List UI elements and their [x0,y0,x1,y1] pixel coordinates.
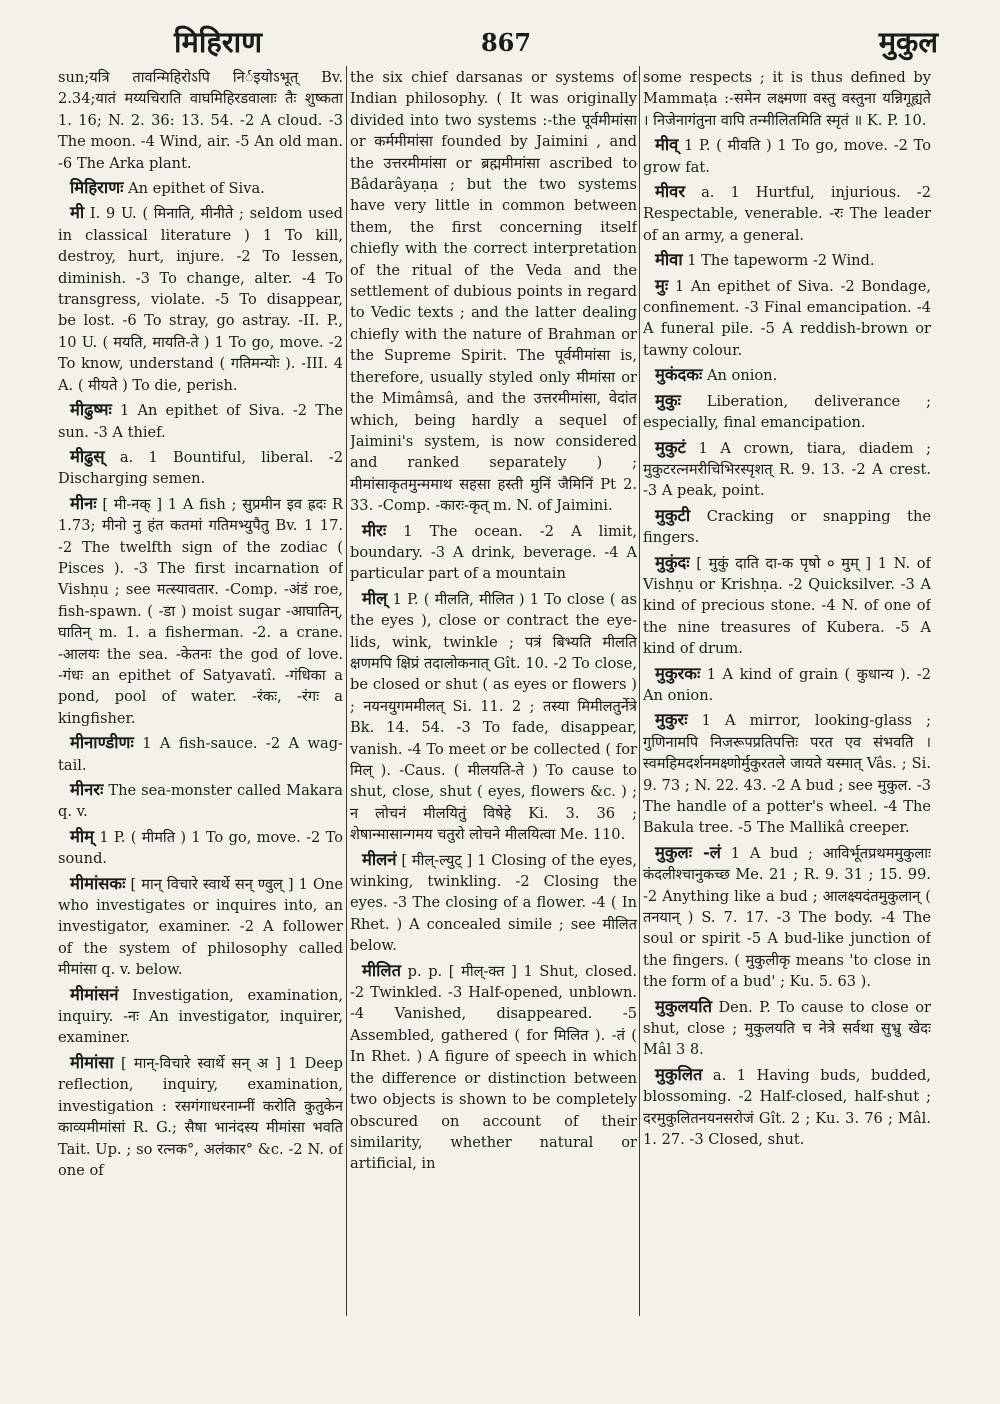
entry-definition: a. 1 Hurtful, injurious. -2 Respectable, venerable. -रः The leader of an army, a general. [643,184,931,244]
dictionary-entry [58,779,343,823]
entry-definition: 1 A fish-sauce. -2 A wag-tail. [58,735,343,774]
dictionary-entry [58,1052,343,1181]
dictionary-entry [643,709,931,838]
column-rule-1 [346,66,347,1316]
entry-definition: the six chief darsanas or systems of Indian philosophy. ( It was originally divided into two systems :-the पूर्वमीमांसा or कर्ममीमांसा founded by Jaimini , and the उत्तरमीमांसा or ब्रह्ममीमांसा ascribed to Bâdarâyaṇa ; but the two systems have very little in common between them, the first concerning itself chiefly with the correct interpretation of the ritual of the Veda and the settlement of dubious points in regard to Vedic texts ; and the latter dealing chiefly with the nature of Brahman or the Supreme Spirit. The पूर्वमीमांसा is, therefore, usually styled only मीमांसा or the Mimâmsâ, and the उत्तरमीमांसा, वेदांत which, being hardly a sequel of Jaimini's system, is now considered and ranked separately ) ; मीमांसाकृतमुन्ममाथ सहसा हस्ती मुनिं जैमिनिं Pt 2. 33. -Comp. -कारः-कृत् m. N. of Jaimini. [350,69,637,515]
entry-definition: Cracking or snapping the fingers. [643,507,931,547]
entry-definition: 1 The tapeworm -2 Wind. [682,252,875,270]
dictionary-entry [350,588,637,846]
entry-definition: 1 P. ( मीमति ) 1 To go, move. -2 To sound. [58,828,343,868]
entry-definition: [ मान् विचारे स्वार्थे सन् ण्वुल् ] 1 One who investigates or inquires into, an investigator, examiner. -2 A follower of the system of philosophy called मीमांसा q. v. below. [58,875,343,979]
dictionary-entry [58,873,343,981]
entry-definition: [ मुकुं दाति दा-क पृषो ० मुम् ] 1 N. of Vishṇu or Krishṇa. -2 Quicksilver. -3 A kind of precious stone. -4 N. of one of the nine treasures of Kubera. -5 A kind of drum. [643,554,931,658]
column-rule-2 [639,66,640,1316]
dictionary-entry [350,66,637,517]
entry-headword: मीमांसनं [70,984,119,1004]
column-3 [643,66,931,1316]
entry-headword: मीरः [362,520,387,540]
dictionary-entry [58,732,343,776]
entry-definition: 1 A bud ; आविर्भूतप्रथममुकुलाः कंदलीश्चानुकच्छ Me. 21 ; R. 9. 31 ; 15. 99. -2 Anything like a bud ; आलक्ष्यदंतमुकुलान् ( तनयान् ) S. 7. 17. -3 The body. -4 The soul or spirit -5 A bud-like junction of the fingers. ( मुकुलीकृ means 'to close in the form of a bud' ; Ku. 5. 63 ). [643,844,931,991]
entry-headword: मीढुस् [70,446,105,466]
entry-definition: a. 1 Bountiful, liberal. -2 Discharging semen. [58,448,343,488]
entry-headword: मुः [655,275,669,295]
entry-definition: [ मी-नक् ] 1 A fish ; सुप्रमीन इव ह्रदः R 1.73; मीनो नु हंत कतमां गतिमभ्युपैतु Bv. 1 17. -2 The twelfth sign of the zodiac ( Pisces ). -3 The first incarnation of Vishṇu ; see मत्स्यावतार. -Comp. -अंडं roe, fish-spawn. ( -डा ) moist sugar -आघातिन्, घातिन् m. 1. a fisherman. -2. a crane. -आलयः the sea. -केतनः the god of love. -गंधः an epithet of Satyavatî. -गंधिका a pond, pool of water. -रंकः, -रंगः a kingfisher. [58,495,343,727]
dictionary-entry [643,134,931,178]
entry-definition: p. p. [ मील्-क्त ] 1 Shut, closed. -2 Twinkled. -3 Half-opened, unblown. -4 Vanished, disappeared. -5 Assembled, gathered ( for मिलित ). -तं ( In Rhet. ) A figure of speech in which the difference or distinction between two objects is shown to be completely obscured on account of their similarity, whether natural or artificial, in [350,962,637,1173]
entry-headword: मीवा [655,250,683,270]
entry-definition: [ मान्-विचारे स्वार्थे सन् अ ] 1 Deep reflection, inquiry, examination, investigation : रसगंगाधरनाम्नीं करोति कुतुकेन काव्यमीमांसां R. G.; सैषा भानंदस्य मीमांसा भवति Tait. Up. ; so रत्नक°, अलंकार° &c. -2 N. of one of [58,1054,343,1179]
entry-headword: मुकुलयति [655,996,712,1016]
entry-definition: The sea-monster called Makara q. v. [58,782,343,821]
entry-definition: An onion. [702,367,778,385]
entry-definition: 1 P. ( मीवति ) 1 To go, move. -2 To grow fat. [643,137,931,176]
entry-definition: 1 The ocean. -2 A limit, boundary. -3 A drink, beverage. -4 A particular part of a mountain [350,522,637,583]
entry-headword: मुकुरकः [655,663,701,683]
page-number: 867 [480,28,532,57]
entry-definition: [ मील्-ल्युट् ] 1 Closing of the eyes, winking, twinkling. -2 Closing the eyes. -3 The closing of a flower. -4 ( In Rhet. ) A concealed simile ; see मीलित below. [350,851,637,955]
dictionary-entry [643,181,931,246]
entry-definition: I. 9 U. ( मिनाति, मीनीते ; seldom used in classical literature ) 1 To kill, destroy, hurt, injure. -2 To lessen, diminish. -3 To change, alter. -4 To transgress, violate. -5 To disappear, be lost. -6 To stray, go astray. -II. P., 10 U. ( मयति, मायति-ते ) 1 To go, move. -2 To know, understand ( गतिमन्योः ). -III. 4 A. ( मीयते ) To die, perish. [58,205,343,394]
entry-headword: मीव् [655,135,679,155]
dictionary-entry [643,66,931,131]
dictionary-entry [643,364,931,386]
entry-headword: मुकुलः -लं [655,842,721,862]
entry-headword: मुकुरः [655,710,688,730]
dictionary-entry [58,984,343,1049]
entry-headword: मीनरः [70,780,104,799]
entry-definition: An epithet of Siva. [123,180,265,198]
column-1 [58,66,343,1316]
column-2 [350,66,637,1316]
entry-definition: 1 P. ( मीलति, मीलित ) 1 To close ( as the eyes ), close or contract the eye-lids, wink, twinkle ; पत्रं बिभ्यति मीलति क्षणमपि क्षिप्रं तदालोकनात् Gît. 10. -2 To close, be closed or shut ( as eyes or flowers ) ; नयनयुगममीलत् Si. 11. 2 ; तस्या मिमीलतुर्नेत्रे Bk. 14. 54. -3 To fade, disappear, vanish. -4 To meet or be collected ( for मिल् ). -Caus. ( मीलयति-ते ) To cause to shut, close, shut ( eyes, flowers &c. ) ; न लोचनं मीलयितुं विषेहे Ki. 3. 36 ; शेषान्मासान्गमय चतुरो लोचने मीलयित्वा Me. 110. [350,590,637,844]
entry-headword: मुकुः [655,390,681,410]
dictionary-entry [58,202,343,396]
entry-headword: मीढुष्मः [70,400,112,420]
entry-headword: मीनः [70,493,97,513]
entry-definition: Liberation, deliverance ; especially, final emancipation. [643,392,931,432]
dictionary-entry [350,960,637,1175]
entry-headword: मी [70,203,85,223]
dictionary-entry [58,399,343,443]
entry-headword: मुकुंदः [655,552,690,572]
entry-definition: 1 A mirror, looking-glass ; गुणिनामपि निजरूपप्रतिपत्तिः परत एव संभवति । स्वमहिमदर्शनमक्ष्णोर्मुकुरतले जायते यस्मात् Vâs. ; Si. 9. 73 ; N. 22. 43. -2 A bud ; see मुकुल. -3 The handle of a potter's wheel. -4 The Bakula tree. -5 The Mallikâ creeper. [643,712,931,837]
dictionary-entry [350,849,637,957]
header-left-guideword: मिहिराण [174,25,263,59]
dictionary-entry [58,446,343,490]
dictionary-entry [643,505,931,549]
dictionary-entry [643,996,931,1061]
entry-headword: मीम् [70,826,95,846]
entry-headword: मुकुटी [655,505,691,525]
entry-definition: Investigation, examination, inquiry. -नः An investigator, inquirer, examiner. [58,986,343,1047]
entry-definition: 1 An epithet of Siva. -2 The sun. -3 A thief. [58,402,343,441]
entry-definition: 1 A crown, tiara, diadem ; मुकुटरत्नमरीचिभिरस्पृशत् R. 9. 13. -2 A crest. -3 A peak, point. [643,439,931,500]
entry-definition: 1 A kind of grain ( कुधान्य ). -2 An onion. [643,665,931,704]
running-header [56,22,946,66]
header-right-guideword: मुकुल [878,25,938,59]
entry-headword: मुकुलित [655,1064,703,1084]
dictionary-entry [643,663,931,707]
dictionary-entry [58,826,343,870]
entry-definition: sun;यत्रि तावन्मिहिरोऽपि निर्इयोऽभूत् Bv. 2.34;यातं मय्यचिराति वाघमिहिरडवालाः तैः शुष्कता 1. 16; N. 2. 36: 13. 54. -2 A cloud. -3 The moon. -4 Wind, air. -5 An old man. -6 The Arka plant. [58,69,343,172]
dictionary-entry [643,390,931,434]
entry-definition: 1 An epithet of Siva. -2 Bondage, confinement. -3 Final emancipation. -4 A funeral pile. -5 A reddish-brown or tawny colour. [643,277,931,359]
dictionary-entry [58,66,343,174]
entry-headword: मुकुटं [655,437,686,457]
entry-headword: मीवर [655,182,686,202]
entry-definition: some respects ; it is thus defined by Mammaṭa :-समेन लक्ष्मणा वस्तु वस्तुना यन्निगूह्यते । निजेनागंतुना वापि तन्मीलितमिति स्मृतं ॥ K. P. 10. [643,69,931,129]
dictionary-entry [350,520,637,585]
dictionary-entry [58,493,343,729]
entry-headword: मुकंदकः [655,365,703,385]
entry-headword: मिहिराणः [70,178,124,198]
entry-headword: मीमांसकः [70,873,126,893]
entry-headword: मीलित [362,960,402,980]
dictionary-entry [643,437,931,502]
dictionary-entry [643,552,931,660]
dictionary-entry [643,249,931,271]
dictionary-entry [643,1064,931,1151]
entry-headword: मीमांसा [70,1052,114,1072]
entry-definition: a. 1 Having buds, budded, blossoming. -2 Half-closed, half-shut ; दरमुकुलितनयनसरोजं Gît. 2 ; Ku. 3. 76 ; Mâl. 1. 27. -3 Closed, shut. [643,1066,931,1149]
dictionary-entry [643,842,931,993]
entry-headword: मील् [362,588,388,608]
dictionary-entry [58,177,343,199]
entry-headword: मीनाण्डीणः [70,733,134,753]
entry-headword: मीलनं [362,849,397,869]
entry-definition: Den. P. To cause to close or shut, close ; मुकुलयति च नेत्रे सर्वथा सुभ्रु खेदः Mâl 3 8. [643,998,931,1059]
dictionary-entry [643,275,931,362]
